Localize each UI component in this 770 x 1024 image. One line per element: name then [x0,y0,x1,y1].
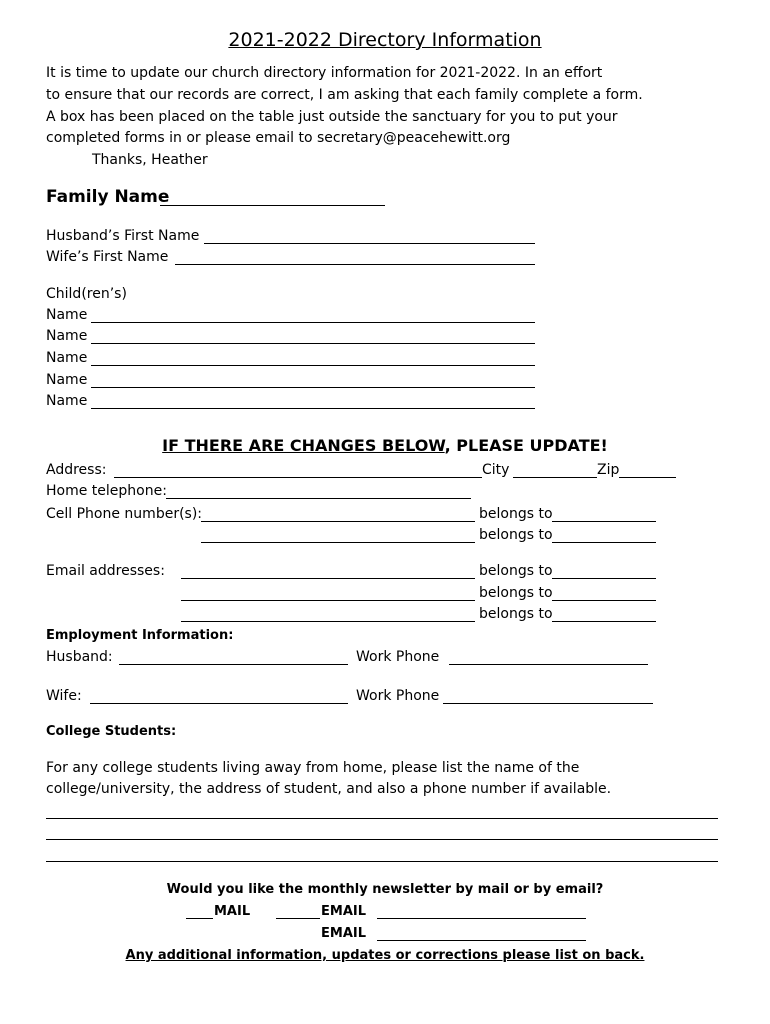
address-field[interactable] [114,477,482,478]
email-field-2[interactable] [181,600,475,601]
child-name-label-3: Name [46,350,88,366]
wife-first-field[interactable] [175,264,535,265]
employment-husband-field[interactable] [119,664,348,665]
email-belongs-field-1[interactable] [552,578,656,579]
mail-option-label: MAIL [214,904,251,919]
college-text-2: college/university, the address of student, and also a phone number if available. [46,781,612,797]
zip-label: Zip [597,462,620,478]
employment-wife-field[interactable] [90,703,348,704]
email-addresses-label: Email addresses: [46,563,165,579]
email-label-2: EMAIL [321,926,366,941]
cell-phone-field-2[interactable] [201,542,475,543]
newsletter-email-field-2[interactable] [377,940,586,941]
college-heading: College Students: [46,724,177,739]
intro-line-2: to ensure that our records are correct, I am asking that each family complete a form. [46,87,643,103]
home-phone-label: Home telephone: [46,483,167,499]
college-field-1[interactable] [46,818,718,819]
intro-line-3: A box has been placed on the table just outside the sanctuary for you to put your [46,109,618,125]
intro-line-4: completed forms in or please email to secretary@peacehewitt.org [46,130,511,146]
wife-work-phone-label: Work Phone [356,688,440,704]
child-name-label-1: Name [46,307,88,323]
email-option-label: EMAIL [321,904,366,919]
child-name-field-1[interactable] [91,322,535,323]
employment-husband-label: Husband: [46,649,113,665]
city-field[interactable] [513,477,597,478]
email-checkbox-field[interactable] [276,918,320,919]
email-belongs-field-2[interactable] [552,600,656,601]
children-heading: Child(ren’s) [46,286,127,302]
child-name-field-3[interactable] [91,365,535,366]
cell-phone-label: Cell Phone number(s): [46,506,203,522]
husband-work-phone-field[interactable] [449,664,648,665]
intro-line-1: It is time to update our church directory information for 2021-2022. In an effort [46,65,603,81]
child-name-label-2: Name [46,328,88,344]
college-field-2[interactable] [46,839,718,840]
footer-note: Any additional information, updates or corrections please list on back. [125,948,645,963]
home-phone-field[interactable] [166,498,471,499]
address-label: Address: [46,462,107,478]
employment-heading: Employment Information: [46,628,234,643]
child-name-field-2[interactable] [91,343,535,344]
husband-first-label: Husband’s First Name [46,228,200,244]
email-belongs-label-1: belongs to [479,563,553,579]
city-label: City [482,462,510,478]
newsletter-email-field-1[interactable] [377,918,586,919]
child-name-field-4[interactable] [91,387,535,388]
husband-work-phone-label: Work Phone [356,649,440,665]
child-name-label-4: Name [46,372,88,388]
email-field-1[interactable] [181,578,475,579]
intro-signature: Thanks, Heather [92,152,208,168]
child-name-field-5[interactable] [91,408,535,409]
mail-checkbox-field[interactable] [186,918,213,919]
employment-wife-label: Wife: [46,688,82,704]
cell-belongs-label-2: belongs to [479,527,553,543]
newsletter-question: Would you like the monthly newsletter by mail or by email? [166,882,604,897]
page-title: 2021-2022 Directory Information [228,29,542,51]
cell-phone-field-1[interactable] [201,521,475,522]
changes-heading-underlined: IF THERE ARE CHANGES BELOW [162,436,445,455]
email-belongs-label-2: belongs to [479,585,553,601]
cell-belongs-field-2[interactable] [552,542,656,543]
family-name-label: Family Name [46,187,170,207]
email-field-3[interactable] [181,621,475,622]
email-belongs-field-3[interactable] [552,621,656,622]
cell-belongs-label-1: belongs to [479,506,553,522]
husband-first-field[interactable] [204,243,535,244]
changes-heading-rest: , PLEASE UPDATE! [444,436,608,455]
wife-work-phone-field[interactable] [443,703,653,704]
cell-belongs-field-1[interactable] [552,521,656,522]
email-belongs-label-3: belongs to [479,606,553,622]
college-text-1: For any college students living away from home, please list the name of the [46,760,580,776]
wife-first-label: Wife’s First Name [46,249,169,265]
zip-field[interactable] [619,477,676,478]
changes-heading [0,438,770,454]
college-field-3[interactable] [46,861,718,862]
family-name-field[interactable] [160,205,385,206]
child-name-label-5: Name [46,393,88,409]
